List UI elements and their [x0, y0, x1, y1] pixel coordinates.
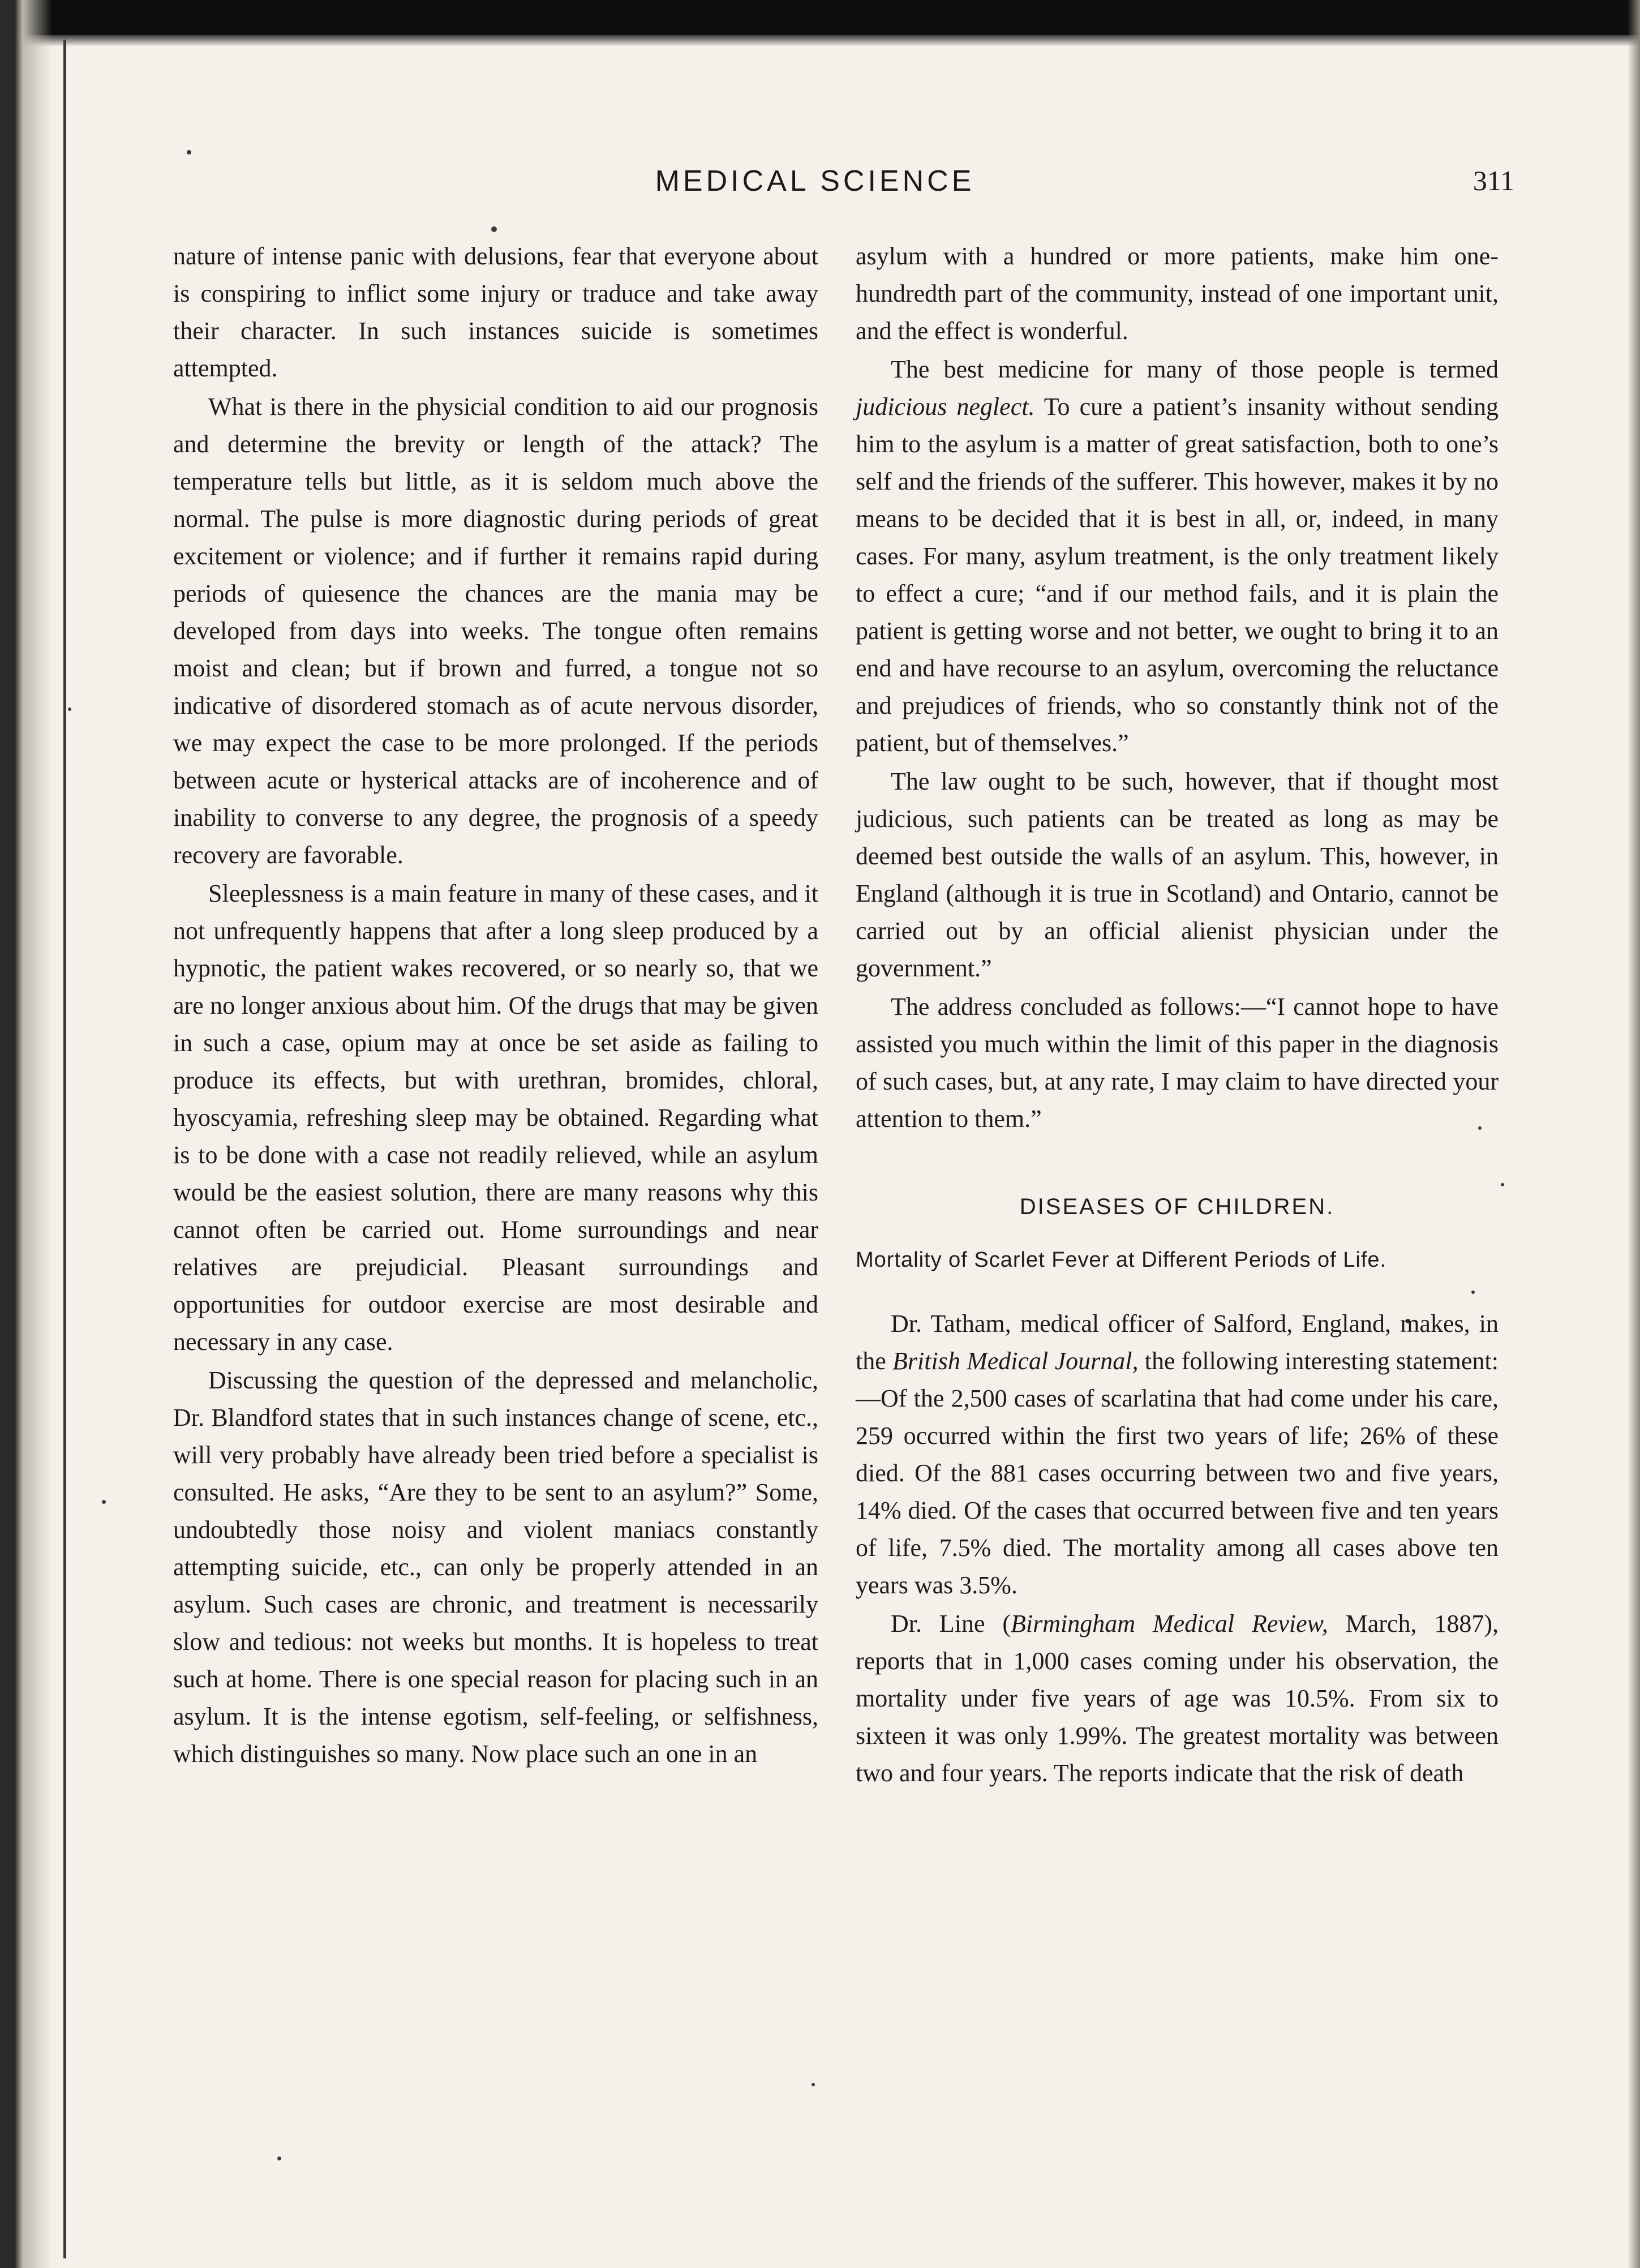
section-title: DISEASES OF CHILDREN. — [1019, 1194, 1335, 1219]
scan-top-shadow — [0, 35, 1640, 46]
scan-right-edge — [1628, 0, 1640, 2268]
scan-left-border — [0, 0, 52, 2268]
paragraph: asylum with a hundred or more patients, make him one-hundredth part of the community, instead of one important unit, and the effect is wonderful. — [856, 242, 1499, 345]
scan-top-border — [0, 0, 1640, 35]
scan-speck — [491, 226, 497, 232]
paragraph: Sleeplessness is a main feature in many of these cases, and it not unfrequently happens that after a long sleep produced by a hypnotic, the patient wakes recovered, or so nearly so, that we are no longer anxious about him. Of the drugs that may be given in such a case, opium may at once be set aside as failing to produce its effects, but with urethran, bromides, chloral, hyoscyamia, refreshing sleep may be obtained. Regarding what is to be done with a case not readily relieved, while an asylum would be the easiest solution, there are many reasons why this cannot often be carried out. Home surroundings and near relatives are prejudicial. Pleasant surroundings and opportunities for outdoor exercise are most desirable and necessary in any case. — [173, 880, 818, 1356]
journal-citation: Birmingham Medical Review, — [1011, 1610, 1328, 1637]
text-run: the following interesting statement:—Of the 2,500 cases of scarlatina that had come under his care, 259 occurred within the first two years of life; 26% of these died. Of the 881 cases occurring between two and five years, 14% died. Of the cases that occurred between five and ten years of life, 7.5% died. The mortality among all cases above ten years was 3.5%. — [856, 1347, 1499, 1599]
text-run: March, 1887), reports that in 1,000 cases coming under his observation, the mortality under five years of age was 10.5%. From six to sixteen it was only 1.99%. The greatest mortality was between two and four years. The reports indicate that the risk of death — [856, 1610, 1499, 1787]
journal-citation: British Medical Journal, — [892, 1347, 1139, 1375]
italic-term: judicious neglect. — [856, 393, 1035, 421]
scan-speck — [812, 2083, 815, 2086]
scan-speck — [68, 708, 71, 711]
paragraph — [856, 351, 1499, 762]
paragraph — [856, 1605, 1499, 1792]
scan-speck — [277, 2156, 281, 2160]
page-number: 311 — [1472, 165, 1514, 196]
scan-speck — [187, 150, 191, 155]
article-title: Mortality of Scarlet Fever at Different Periods of Life. — [856, 1248, 1387, 1272]
text-run: Dr. Tatham, medical officer of Salford, England, makes, in the — [856, 1310, 1499, 1375]
paragraph: What is there in the physicial condition to aid our prognosis and determine the brevity or length of the attack? The temperature tells but little, as it is seldom much above the normal. The pulse is more diagnostic during periods of great excitement or violence; and if further it remains rapid during periods of quiesence the chances are the mania may be developed from days into weeks. The tongue often remains moist and clean; but if brown and furred, a tongue not so indicative of disordered stomach as of acute nervous disorder, we may expect the case to be more prolonged. If the periods between acute or hysterical attacks are of incoherence and of inability to converse to any degree, the prognosis of a speedy recovery are favorable. — [173, 393, 818, 869]
paragraph: The address concluded as follows:—“I cannot hope to have assisted you much within the limit of this paper in the diagnosis of such cases, but, at any rate, I may claim to have directed your attention to them.” — [856, 993, 1499, 1133]
paragraph — [856, 1305, 1499, 1604]
scan-speck — [102, 1500, 106, 1504]
scan-speck — [1501, 1183, 1504, 1186]
text-run: To cure a patient’s insanity without sending him to the asylum is a matter of great satisfaction, both to one’s self and the friends of the sufferer. This however, makes it by no means to be decided that it is best in all, or, indeed, in many cases. For many, asylum treatment, is the only treatment likely to effect a cure; “and if our method fails, and it is plain the patient is getting worse and not better, we ought to bring it to an end and have recourse to an asylum, overcoming the reluctance and prejudices of friends, who so constantly think not of the patient, but of themselves.” — [856, 393, 1499, 757]
paragraph: The law ought to be such, however, that if thought most judicious, such patients can be treated as long as may be deemed best outside the walls of an asylum. This, however, in England (although it is true in Scotland) and Ontario, cannot be carried out by an official alienist physician under the government.” — [856, 768, 1499, 982]
left-column — [173, 238, 818, 1774]
paragraph: Discussing the question of the depressed and melancholic, Dr. Blandford states that in such instances change of scene, etc., will very probably have already been tried before a specialist is consulted. He asks, “Are they to be sent to an asylum?” Some, undoubtedly those noisy and violent maniacs constantly attempting suicide, etc., can only be properly attended in an asylum. Such cases are chronic, and treatment is necessarily slow and tedious: not weeks but months. It is hopeless to treat such at home. There is one special reason for placing such in an asylum. It is the intense egotism, self-feeling, or selfishness, which distinguishes so many. Now place such an one in an — [173, 1366, 818, 1768]
text-run: Dr. Line ( — [891, 1610, 1011, 1637]
right-column — [856, 238, 1499, 1793]
running-head: MEDICAL SCIENCE — [655, 165, 975, 198]
text-run: The best medicine for many of those people is termed — [891, 355, 1499, 383]
scan-left-rule — [63, 40, 66, 2258]
paragraph: nature of intense panic with delusions, fear that everyone about is conspiring to inflict some injury or traduce and take away their character. In such instances suicide is sometimes attempted. — [173, 242, 818, 382]
